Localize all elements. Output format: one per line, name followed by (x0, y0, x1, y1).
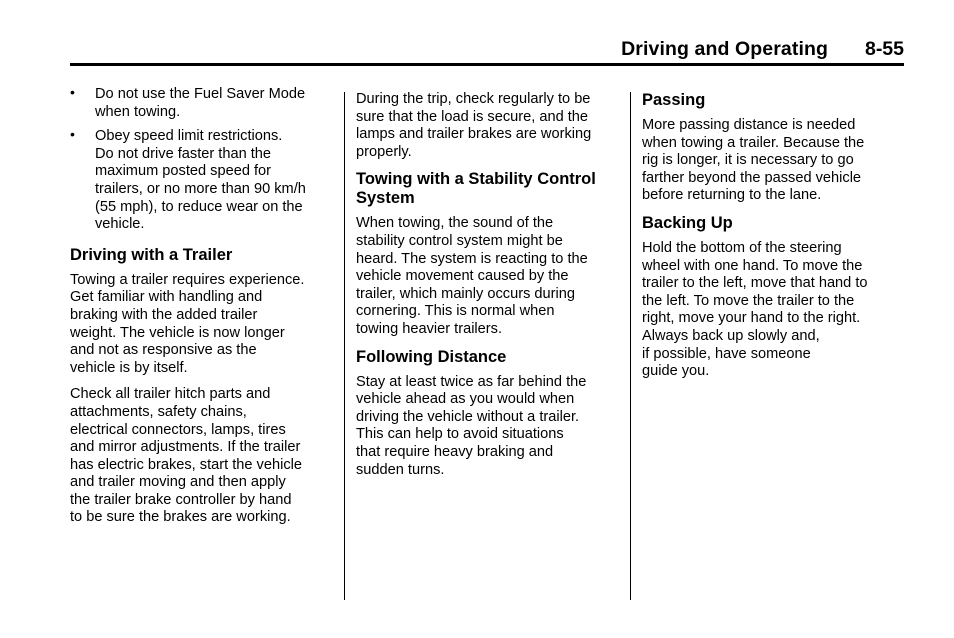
heading-line: System (356, 189, 415, 208)
text-line: vehicle is by itself. (70, 359, 188, 376)
text-line: lamps and trailer brakes are working (356, 126, 592, 143)
column-2 (356, 91, 622, 488)
text-line: when towing. (95, 103, 181, 120)
text-line: the left. To move the trailer to the (642, 292, 855, 309)
text-line: that require heavy braking and (356, 443, 554, 460)
text-line: before returning to the lane. (642, 187, 822, 204)
text-line: cornering. This is normal when (356, 303, 555, 320)
column-3 (642, 91, 904, 390)
page-header (70, 38, 904, 64)
column-divider-1 (344, 92, 345, 600)
heading-backing-up: Backing Up (642, 213, 733, 232)
paragraph (70, 272, 336, 378)
text-line: to be sure the brakes are working. (70, 509, 291, 526)
text-line: and mirror adjustments. If the trailer (70, 439, 301, 456)
text-line: the trailer brake controller by hand (70, 491, 292, 508)
text-line: vehicle movement caused by the (356, 268, 569, 285)
text-line: Always back up slowly and, (642, 327, 820, 344)
paragraph (356, 91, 622, 161)
text-line: sure that the load is secure, and the (356, 108, 589, 125)
column-divider-2 (630, 92, 631, 600)
text-line: has electric brakes, start the vehicle (70, 456, 302, 473)
text-line: stability control system might be (356, 232, 563, 249)
text-line: sudden turns. (356, 461, 445, 478)
bullet-item (70, 128, 336, 234)
text-line: Hold the bottom of the steering (642, 239, 842, 256)
text-line: Do not use the Fuel Saver Mode (95, 86, 306, 102)
text-line: trailer to the left, move that hand to (642, 275, 868, 292)
heading-line: Towing with a Stability Control (356, 170, 596, 189)
text-line: Obey speed limit restrictions. (95, 128, 283, 145)
text-line: During the trip, check regularly to be (356, 91, 591, 107)
heading-towing-stability-control (356, 170, 622, 208)
text-line: farther beyond the passed vehicle (642, 169, 862, 186)
text-line: weight. The vehicle is now longer (70, 324, 285, 341)
text-line: guide you. (642, 363, 710, 380)
paragraph (356, 215, 622, 338)
text-line: rig is longer, it is necessary to go (642, 152, 854, 169)
bullet-item (70, 86, 336, 121)
text-line: vehicle ahead as you would when (356, 391, 575, 408)
text-line: (55 mph), to reduce wear on the (95, 198, 303, 215)
text-line: and trailer moving and then apply (70, 474, 286, 491)
paragraph (356, 374, 622, 480)
paragraph (642, 117, 904, 205)
text-line: When towing, the sound of the (356, 215, 554, 232)
text-line: wheel with one hand. To move the (642, 257, 863, 274)
heading-passing: Passing (642, 91, 706, 109)
bullet-list (70, 86, 336, 234)
text-line: Get familiar with handling and (70, 289, 263, 306)
paragraph (642, 240, 904, 381)
column-1 (70, 86, 336, 536)
bullet-icon: • (70, 84, 75, 100)
text-line: if possible, have someone (642, 345, 811, 362)
heading-following-distance: Following Distance (356, 347, 507, 366)
text-line: braking with the added trailer (70, 306, 258, 323)
paragraph (70, 386, 336, 527)
text-line: Do not drive faster than the (95, 145, 272, 162)
header-rule (70, 63, 904, 66)
text-line: Check all trailer hitch parts and (70, 386, 271, 403)
text-line: driving the vehicle without a trailer. (356, 408, 580, 425)
section-title: Driving and Operating (621, 38, 828, 60)
text-line: Towing a trailer requires experience. (70, 271, 305, 288)
bullet-icon: • (70, 126, 75, 143)
text-line: maximum posted speed for (95, 163, 272, 180)
text-line: and not as responsive as the (70, 342, 257, 359)
text-line: electrical connectors, lamps, tires (70, 421, 286, 438)
text-line: right, move your hand to the right. (642, 310, 861, 327)
text-line: This can help to avoid situations (356, 426, 564, 443)
text-line: properly. (356, 143, 412, 160)
text-line: when towing a trailer. Because the (642, 134, 865, 151)
text-line: attachments, safety chains, (70, 403, 247, 420)
text-line: More passing distance is needed (642, 117, 856, 133)
text-line: trailers, or no more than 90 km/h (95, 180, 306, 197)
text-line: vehicle. (95, 216, 145, 233)
heading-driving-with-trailer: Driving with a Trailer (70, 245, 233, 264)
text-line: Stay at least twice as far behind the (356, 373, 587, 390)
page-number: 8-55 (864, 38, 904, 60)
text-line: trailer, which mainly occurs during (356, 285, 575, 302)
text-line: heard. The system is reacting to the (356, 250, 588, 267)
text-line: towing heavier trailers. (356, 320, 503, 337)
